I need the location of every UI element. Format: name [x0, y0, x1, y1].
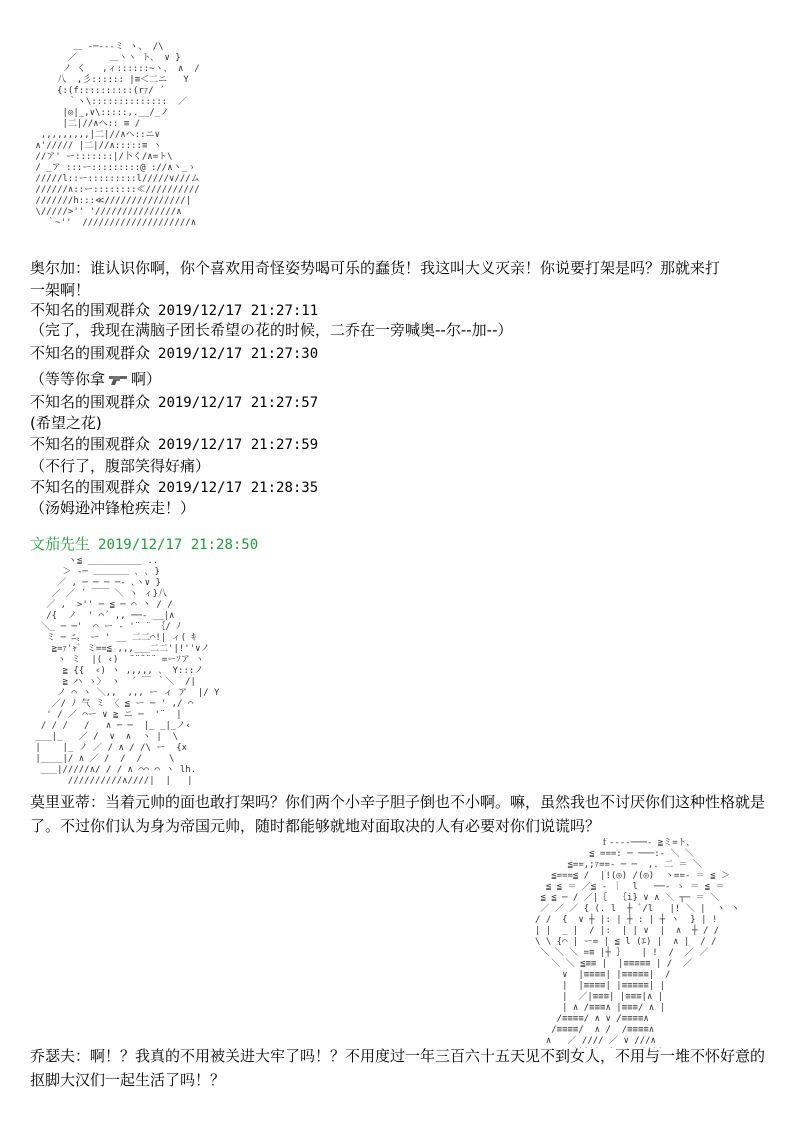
comment-user: 不知名的围观群众 — [30, 435, 151, 453]
ascii-art-orga: ＿ -─‐--ミ ヽ、 /\ ／ ＿ヽヽ ト、 ∨ } ノ く ,ィ::::::~ヽ、 ∧ / 八 ,彡:::::: |≡＜二ニ Y {:(f::::::::::(rｧ/ ´ ｀ヽ\:::::::::::::: ／ |◎|_,∨\:::::,.__/_ノ |二|//∧ヘ:: ≡ / ,,,,,,,,,|二|//∧ヘ::ニ∨ ∧'///// |二|//∧:::::≡ ヽ //ア' ー:::::::|/卜く/∧=ト\ / _ア :::ー:::::::::@ ://∧丶_ゝ /////l::ー:::::::::l/////∨///ム //////∧::ー::::::::≪////////// ///////h:::≪///////////////| \/////>'' '///////////////∧ ｀~'' ////////////////////∧ — [35, 42, 200, 228]
comment-text: （不行了，腹部笑得好痛） — [30, 457, 211, 475]
moriarty-speech: 莫里亚蒂：当着元帅的面也敢打架吗？你们两个小辛子胆子倒也不小啊。嘛，虽然我也不讨厌你们这种性格就是了。不过你们认为身为帝国元帅，随时都能够就地对面取决的人有必要对你们说谎吗？ — [30, 793, 766, 835]
comment-time: 2019/12/17 21:27:57 — [158, 395, 319, 411]
comment-text: （汤姆逊冲锋枪疾走！） — [30, 499, 196, 517]
comment-time: 2019/12/17 21:27:30 — [158, 346, 319, 362]
comment-text-before: （等等你拿 — [30, 370, 106, 388]
joseph-speech: 乔瑟夫：啊！？我真的不用被关进大牢了吗！？不用度过一年三百六十五天见不到女人，不用与一堆不怀好意的抠脚大汉们一起生活了吗！？ — [30, 1047, 766, 1089]
ascii-art-joseph: ｆ--‐‐───‐ ≧ミ=ト、 ≦ ===: ─ ───:‐ ＼ ＼ ≦==,;ｧ==‐ ─ ─ ,. 二 ＝ ＼ ≦===≦ / |!(◎) /(◎) ヽ==‐ ＝ ≦ ＞ ≦ ≦ ＝ ／≦ ‐ ｜ l ──‐ ゝ ＝ ≦ ＝ ≦ ≦ ─ / ／|｛ ｛i} ∨ ∧ ＼ ┬─ ＝ ＼ ／ ／ ／ { (. l ┼ ﾞ/l |! ＼ | ヽ ヽ / / { ∨ ┼ |: | ┼ : | ┼ ヽ } | ! | | _ | / |: | | ∨ | ∧ ┼ / / \ \ {⌒ | ー= | ≦ l (ｴ) | ∧ | / / ＼ ＼ ＼ =≡ |┼ ｝ | ! / ／ ／ ＼ ＼ ≦≡≡ | |≡≡≡≡≡ | / ／ ∨ |≡≡≡≡| |≡≡≡≡≡| / | |≡≡≡≡| |≡≡≡≡≡| | | ／|≡≡≡| |≡≡≡|∧ | | ∧ /≡≡≡∧ |≡≡≡/ ∧ | /≡≡≡≡/ ∧ ∨ /≡≡≡≡∧ /≡≡≡≡/ ∧ / /≡≡≡≡∧ ∧ ／ //// ／ ∨ ///∧ — [535, 838, 740, 1046]
comment-user: 不知名的围观群众 — [30, 301, 151, 319]
comment-user: 不知名的围观群众 — [30, 478, 151, 496]
ascii-art-moriarty: ヽ≦ __________ .. ＞ -─ ＿＿＿＿ ､ ､ } ／ , ─ ─ ─ ─‐ ､ヽ∨ } ／ ／ ´ ￣￣ ＼ ヽ ィ}八 ／ , >'' ─ ≦ ─ ⌒ 丶 / / /{ ノ ' ⌒´ ,, ──‐ __|∧ ＼_ ─ ─' ⌒ ー ‐ '¨ ¨ ｛/ ﾉ ミ ─ ﾆ〟 ー ' __ 二二⌒!| ィ( ｷ ≧=ｧ'ｬﾞ ミ==≦ ,,,___二二'|!''∨ノ ヽ ミ |( ‹) ¨¨¨¨¨ =ーｿア ヽ ≧ {{ ‹) ヽ ,,,,, 、 Y:::ノ ≧ ハ ゝ〉 ヽ ´ ￣ ｀＼ /| ノ ⌒ ヽ ＼,, ,,, ー ィ ア |/ Y ／/ ﾉ 气 ミ 〈 ≦ ー ─ ' ,/ ⌒ ' / ／ ⌒ー ∨ ≧ ニ ─ '¨ | / / / / ∧ ─ ─ |_ _|_ノ‹ ___|_ ／ / ∨ ∧ ヽ | \ | |_ ノ ／ / ∧ / /\ ー {x |____|/ ∧ ／ / / / \ ___|/////∧/ / / ∧ ⌒⌒ ⌒ ヽ lh. //////////∧////| | | — [35, 556, 220, 786]
comment-text: (希望之花) — [30, 414, 102, 432]
orga-speech-line2: 一架啊！ — [30, 281, 91, 299]
orga-speech-line1: 奥尔加：谁认识你啊，你个喜欢用奇怪姿势喝可乐的蠢货！我这叫大义灭亲！你说要打架是吗？那就来打 — [30, 259, 721, 277]
comment-user: 不知名的围观群众 — [30, 393, 151, 411]
comment-header — [30, 343, 318, 364]
comment-time: 2019/12/17 21:28:35 — [158, 480, 319, 496]
comment-time: 2019/12/17 21:27:11 — [158, 303, 319, 319]
comment-header — [30, 477, 318, 498]
comment-header — [30, 392, 318, 413]
comment-user: 不知名的围观群众 — [30, 344, 151, 362]
comment-header — [30, 300, 318, 321]
comment-header — [30, 434, 318, 455]
post-header — [30, 534, 258, 555]
comment-text: （完了，我现在满脑子团长希望の花的时候，二乔在一旁喊奥--尔--加--） — [30, 321, 513, 339]
post-author: 文茄先生 — [30, 535, 91, 553]
comment-time: 2019/12/17 21:27:59 — [158, 437, 319, 453]
comment-text — [30, 369, 161, 389]
post-time: 2019/12/17 21:28:50 — [98, 537, 259, 553]
revolver-icon — [107, 375, 129, 385]
comment-text-after: 啊） — [131, 370, 162, 388]
